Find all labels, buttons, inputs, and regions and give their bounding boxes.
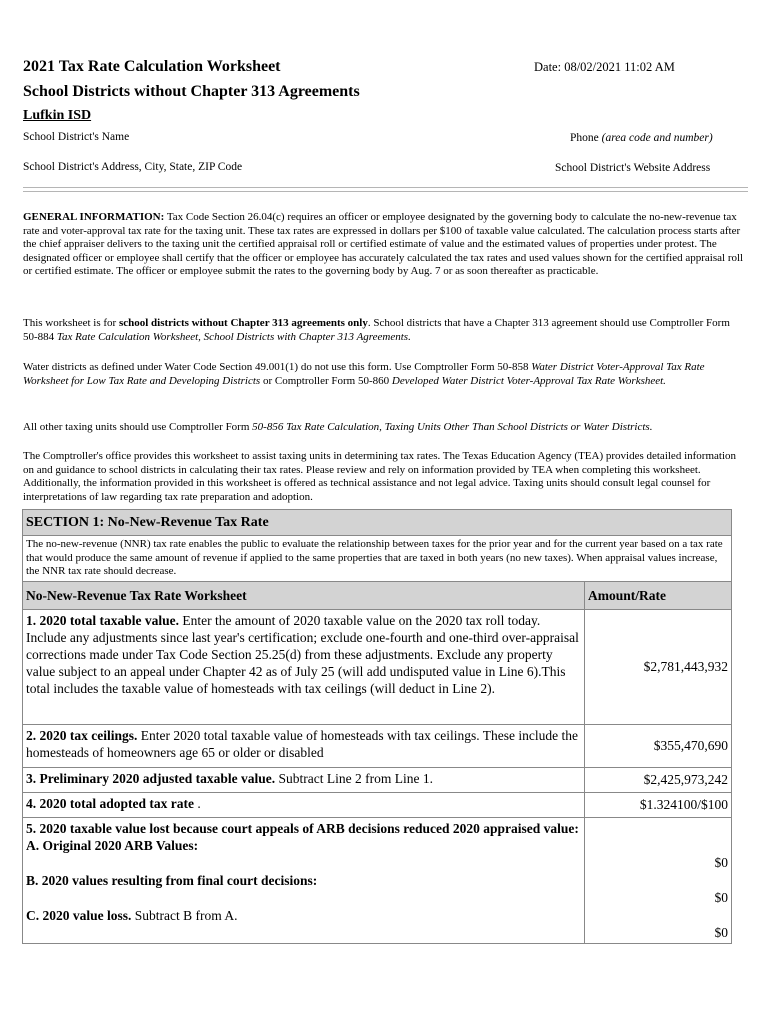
table-row [23,767,732,792]
district-name: Lufkin ISD [23,108,92,123]
p3-d: Developed Water District Voter-Approval Tax Rate Worksheet. [391,374,666,387]
applicability-paragraph [23,317,745,344]
phone-label-hint: (area code and number) [601,132,713,144]
table-row [23,609,732,724]
line2-cell [23,724,585,767]
general-information [23,211,745,279]
header-divider [23,187,748,192]
line5a-amount: $0 [714,854,728,870]
line3-cell [23,767,585,792]
worksheet-date: Date: 08/02/2021 11:02 AM [534,60,675,74]
general-information-text: Tax Code Section 26.04(c) requires an officer or employee designated by the governing body to calculate the no-new-revenue tax rate and voter-approval tax rate for the taxing unit. These tax rates are expressed in dollars per $100 of taxable value calculated. The calculation process starts after the chief appraiser delivers to the taxing unit the certified appraisal roll or certified estimate of value and the estimated values of properties under protest. The designated officer or employee shall certify that the officer or employee has accurately calculated the tax rates and used values shown for the certified appraisal roll or certified estimate. The officer or employee submit the rates to the governing body by Aug. 7 or as soon thereafter as practicable. [23,211,744,277]
column-worksheet: No-New-Revenue Tax Rate Worksheet [23,581,585,609]
section1-description: The no-new-revenue (NNR) tax rate enables the public to evaluate the relationship between taxes for the prior year and for the current year based on a tax rate that would produce the same amount of revenue if applied to the same properties that are taxed in both years (no new taxes). When appraisal values increase, the NNR tax rate should decrease. [23,536,732,582]
table-row [23,792,732,817]
spacer [588,906,728,924]
line3-label: 3. Preliminary 2020 adjusted taxable value. [26,770,276,786]
section1-description-row [23,536,732,582]
line5b-amount: $0 [714,889,728,905]
p3-a: Water districts as defined under Water Code Section 49.001(1) do not use this form. Use Comptroller Form 50-858 [23,361,532,373]
line5a-label: A. Original 2020 ARB Values: [26,837,199,853]
other-units-paragraph [23,421,745,435]
p2-c: . School districts that have a Chapter 313 agreement should use Comptroller Form 50-884 [23,317,730,343]
line4-text: . [193,795,201,811]
line3-amount: $2,425,973,242 [585,767,732,792]
address-label: School District's Address, City, State, ZIP Code [23,161,243,173]
p2-b: school districts without Chapter 313 agreements only [118,317,368,329]
line5b-label: B. 2020 values resulting from final court decisions: [26,872,318,888]
table-row [23,817,732,943]
line4-cell [23,792,585,817]
district-name-label: School District's Name [23,131,130,143]
line1-label: 1. 2020 total taxable value. [26,612,179,628]
line5c-amount: $0 [714,924,728,940]
comptroller-paragraph: The Comptroller's office provides this worksheet to assist taxing units in determining tax rates. The Texas Education Agency (TEA) provides detailed information on and guidance to school districts in calculating their tax rates. Please review and rely on information provided by TEA when completing this worksheet. Additionally, the information provided in this worksheet is offered as technical assistance and not legal advice. Taxing units should consult legal counsel for interpretations of law regarding tax rate preparation and adoption. [23,450,736,503]
line5-amounts [585,817,732,943]
general-information-lead: GENERAL INFORMATION: [23,211,165,223]
line3-text: Subtract Line 2 from Line 1. [275,770,433,786]
line2-text: Enter 2020 total taxable value of homesteads with tax ceilings. These include the homesteads of homeowners age 65 or older or disabled [26,727,578,760]
p2-d: Tax Rate Calculation Worksheet, School Districts with Chapter 313 Agreements. [56,330,411,343]
line5-cell [23,817,585,943]
p2-a: This worksheet is for [23,317,119,329]
line5-label: 5. 2020 taxable value lost because court appeals of ARB decisions reduced 2020 appraised value: [26,820,579,836]
section1-table [22,509,732,944]
line2-label: 2. 2020 tax ceilings. [26,727,138,743]
line4-amount: $1.324100/$100 [585,792,732,817]
column-amount: Amount/Rate [585,581,732,609]
phone-label [570,132,713,144]
spacer [26,854,581,872]
section1-header-row [23,510,732,536]
spacer [26,889,581,907]
line1-text: Enter the amount of 2020 taxable value on the 2020 tax roll today. Include any adjustments since last year's certification; exclude one-fourth and one-third over-appraisal corrections made under Tax Code Section 25.25(d) from these adjustments. Exclude any property value subject to an appeal under Chapter 42 as of July 25 (will add undisputed value in Line 6).This total includes the taxable value of homesteads with tax ceilings (will deduct in Line 2). [26,612,579,696]
website-label: School District's Website Address [555,162,711,174]
line5c [26,907,581,924]
worksheet-title: 2021 Tax Rate Calculation Worksheet [23,58,281,75]
p3-c: or Comptroller Form 50-860 [260,374,392,387]
line5c-label: C. 2020 value loss. [26,907,132,923]
worksheet-column-header-row [23,581,732,609]
p4-a: All other taxing units should use Comptroller Form [23,421,253,433]
line1-cell [23,609,585,724]
p4-b: 50-856 Tax Rate Calculation, Taxing Units Other Than School Districts or Water Districts. [252,421,653,433]
line1-amount: $2,781,443,932 [585,609,732,724]
section1-title: SECTION 1: No-New-Revenue Tax Rate [23,510,732,536]
worksheet-subtitle: School Districts without Chapter 313 Agreements [23,83,360,100]
spacer [588,820,728,854]
line5c-text: Subtract B from A. [131,907,238,923]
water-districts-paragraph [23,361,745,388]
spacer [588,871,728,889]
table-row [23,724,732,767]
line4-label: 4. 2020 total adopted tax rate [26,795,194,811]
line2-amount: $355,470,690 [585,724,732,767]
phone-label-text: Phone [570,132,599,144]
p3-b: Water District Voter-Approval Tax Rate Worksheet for Low Tax Rate and Developing Districts [23,361,705,387]
